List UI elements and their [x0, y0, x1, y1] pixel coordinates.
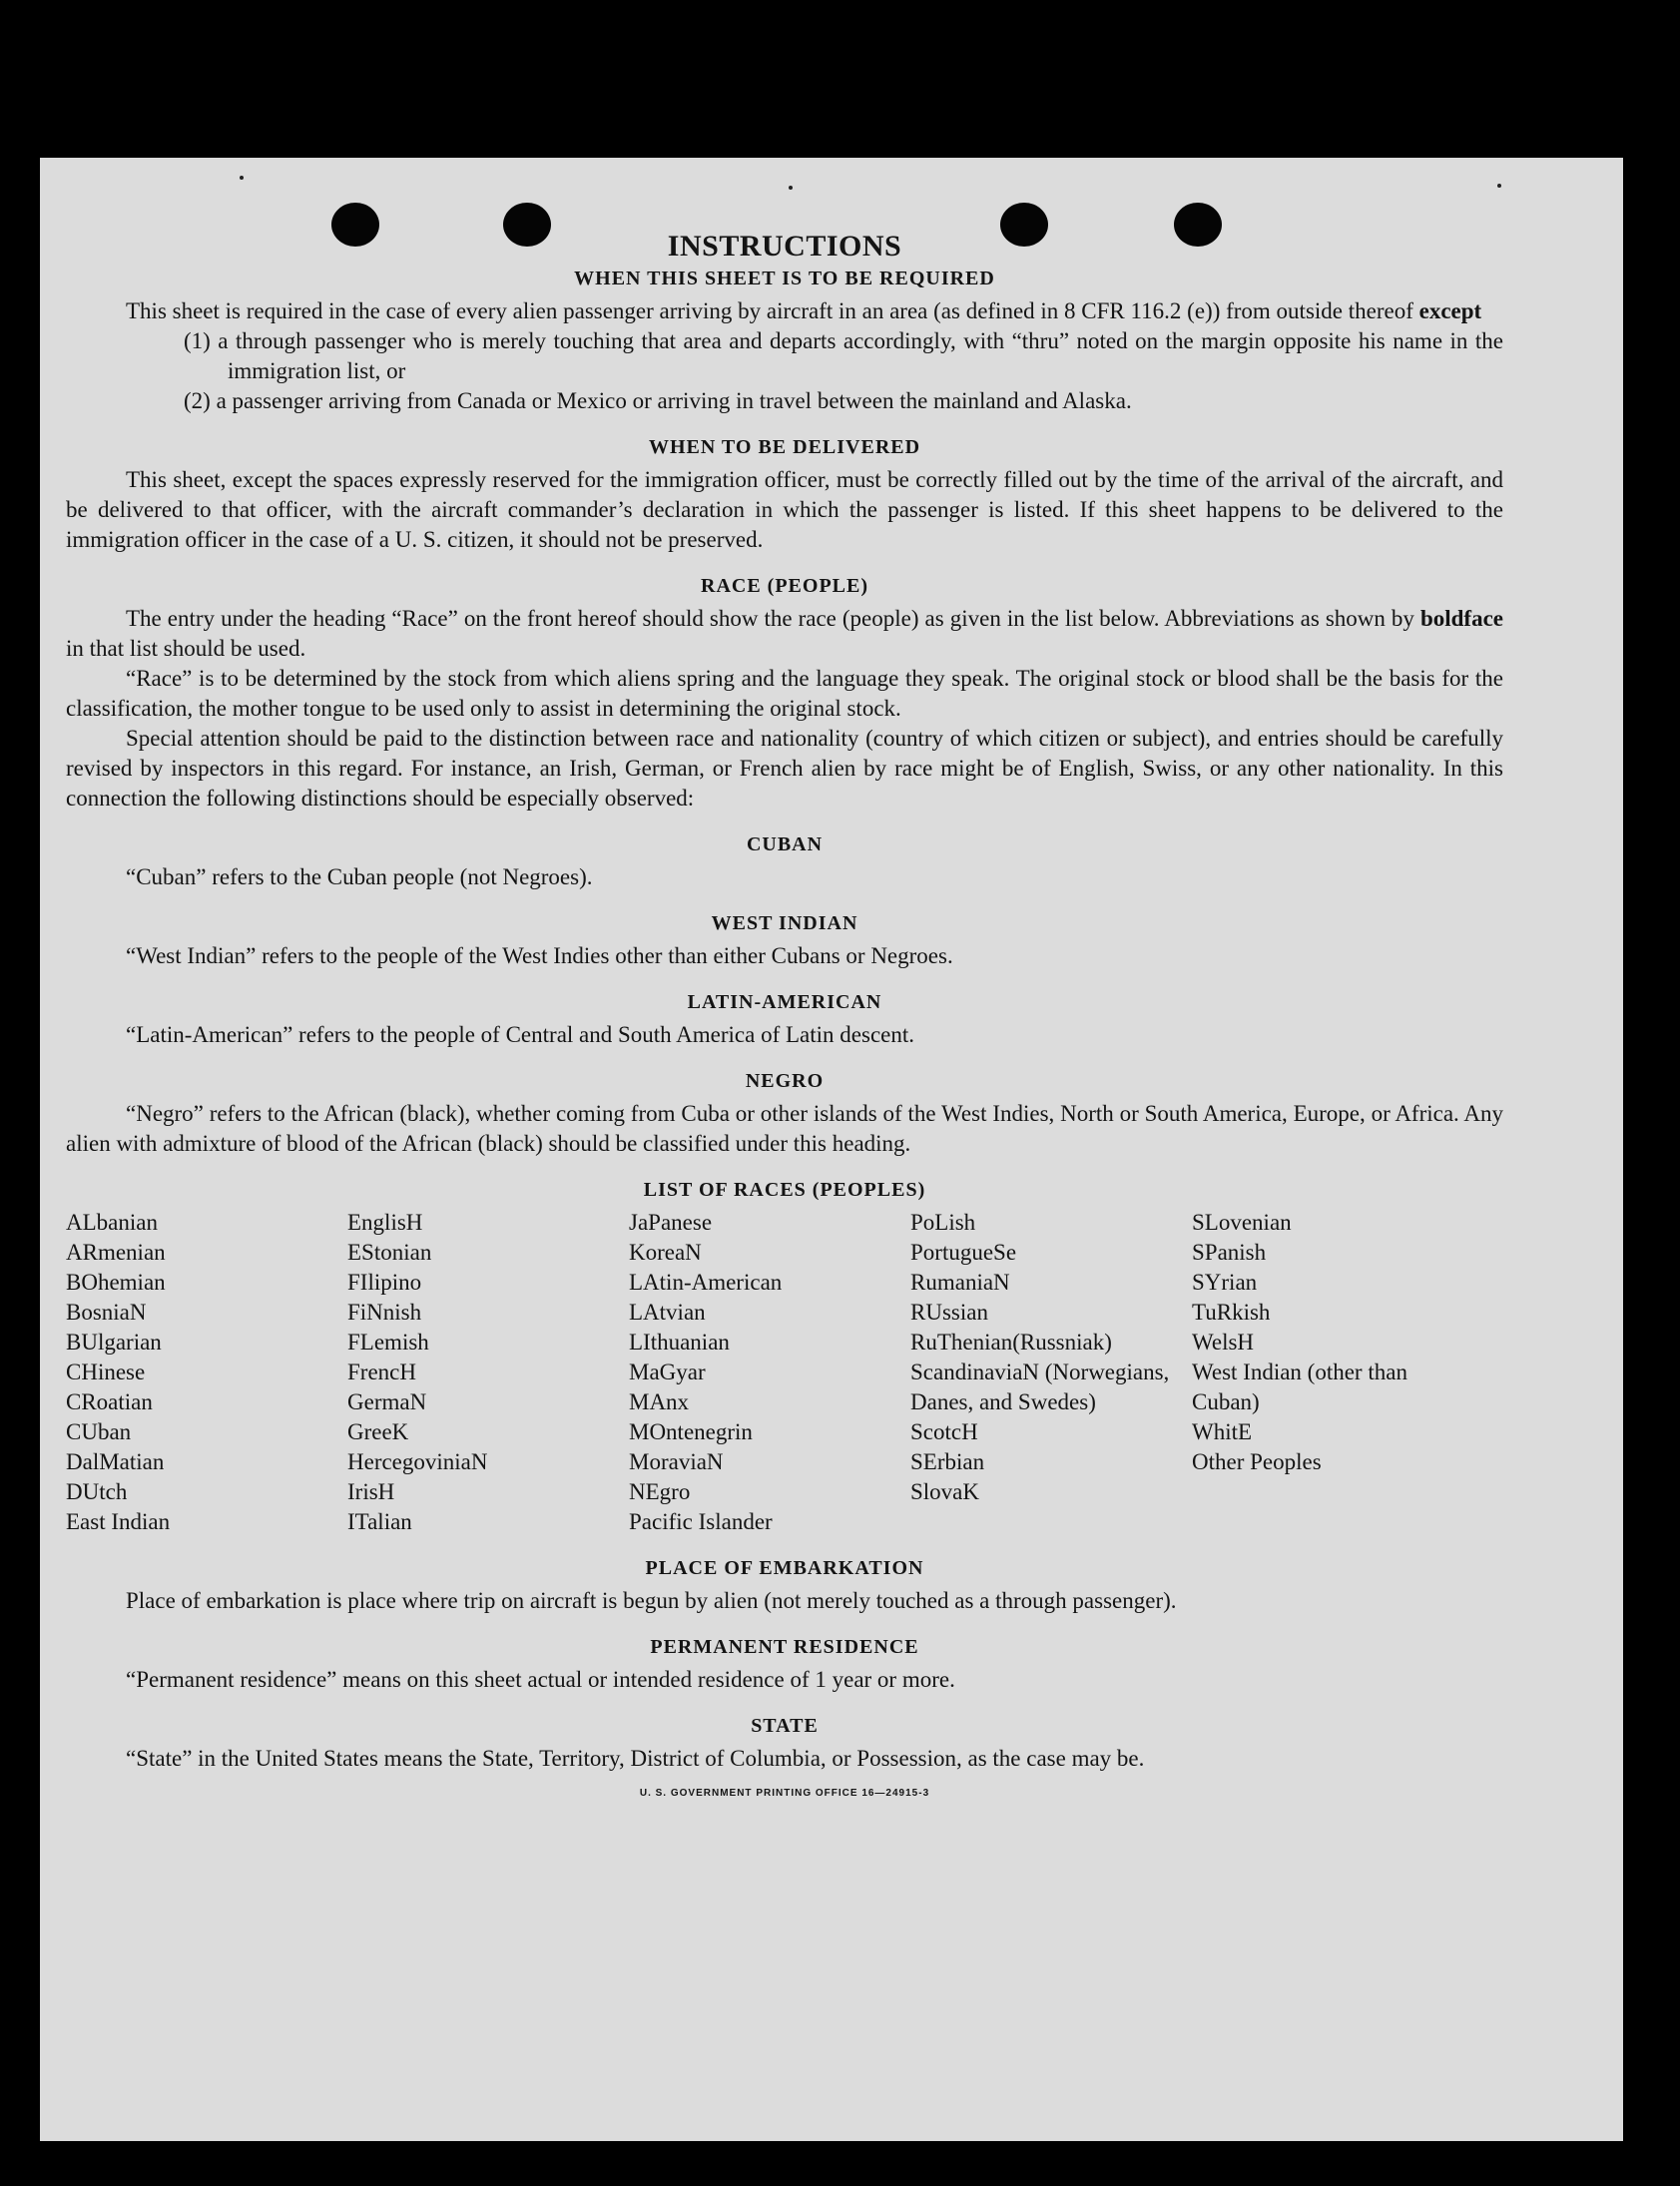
- section-heading-state: STATE: [751, 1715, 819, 1737]
- speck: [789, 186, 793, 190]
- residence-text: “Permanent residence” means on this sheet actual or intended residence of 1 year or more.: [126, 1667, 955, 1692]
- cuban-text: “Cuban” refers to the Cuban people (not Negroes).: [126, 864, 593, 889]
- section-heading-latin-american: LATIN-AMERICAN: [687, 991, 882, 1013]
- negro-text: “Negro” refers to the African (black), whether coming from Cuba or other islands of the West Indies, North or South America, Europe, or Africa. Any alien with admixture of blood of the African (black) should be classified under this heading.: [66, 1101, 1503, 1156]
- race-column: EnglisH EStonian FIlipino FiNnish FLemish FrencH GermaN GreeK HercegoviniaN IrisH ITalian: [347, 1210, 488, 1534]
- required-item-1: (1) a through passenger who is merely touching that area and departs accordingly, with “thru” noted on the margin opposite his name in the immigration list, or: [184, 328, 1503, 383]
- section-heading-residence: PERMANENT RESIDENCE: [650, 1636, 919, 1658]
- section-heading-cuban: CUBAN: [746, 833, 824, 855]
- instructions-body: [66, 230, 1503, 1799]
- embarkation-text: Place of embarkation is place where trip on aircraft is begun by alien (not merely touched as a through passenger).: [126, 1588, 1177, 1613]
- speck: [1497, 184, 1501, 188]
- race-column: JaPanese KoreaN LAtin-American LAtvian LIthuanian MaGyar MAnx MOntenegrin MoraviaN NEgro Pacific Islander: [629, 1210, 783, 1534]
- latin-american-text: “Latin-American” refers to the people of Central and South America of Latin descent.: [126, 1022, 914, 1047]
- section-heading-west-indian: WEST INDIAN: [711, 912, 858, 934]
- required-item-2: (2) a passenger arriving from Canada or Mexico or arriving in travel between the mainland and Alaska.: [184, 388, 1132, 413]
- speck: [240, 176, 244, 180]
- section-heading-list: LIST OF RACES (PEOPLES): [643, 1179, 926, 1201]
- page-title: INSTRUCTIONS: [667, 230, 902, 263]
- printer-imprint: U. S. GOVERNMENT PRINTING OFFICE 16—24915-3: [639, 1788, 930, 1799]
- state-text: “State” in the United States means the State, Territory, District of Columbia, or Possession, as the case may be.: [126, 1746, 1145, 1771]
- west-indian-text: “West Indian” refers to the people of the West Indies other than either Cubans or Negroes.: [126, 943, 953, 968]
- required-intro: This sheet is required in the case of every alien passenger arriving by aircraft in an area (as defined in 8 CFR 116.2 (e)) from outside thereof except: [126, 298, 1482, 323]
- race-column: ALbanian ARmenian BOhemian BosniaN BUlgarian CHinese CRoatian CUban DalMatian DUtch East Indian: [66, 1210, 171, 1534]
- section-heading-embarkation: PLACE OF EMBARKATION: [645, 1557, 924, 1579]
- section-heading-required: WHEN THIS SHEET IS TO BE REQUIRED: [574, 268, 995, 289]
- race-paragraph-1: The entry under the heading “Race” on the front hereof should show the race (people) as given in the list below. Abbreviations as shown by boldface in that list should be used.: [66, 606, 1503, 661]
- section-heading-race: RACE (PEOPLE): [701, 575, 868, 597]
- race-paragraph-3: Special attention should be paid to the distinction between race and nationality (country of which citizen or subject), and entries should be carefully revised by inspectors in this regard. For instance, an Irish, German, or French alien by race might be of English, Swiss, or any other nationality. In this connection the following distinctions should be especially observed:: [66, 726, 1503, 811]
- section-heading-negro: NEGRO: [745, 1070, 825, 1092]
- document-sheet: [40, 158, 1623, 2141]
- race-paragraph-2: “Race” is to be determined by the stock from which aliens spring and the language they speak. The original stock or blood shall be the basis for the classification, the mother tongue to be used only to assist in determining the original stock.: [66, 666, 1503, 721]
- section-heading-delivered: WHEN TO BE DELIVERED: [648, 436, 921, 458]
- delivered-text: This sheet, except the spaces expressly reserved for the immigration officer, must be correctly filled out by the time of the arrival of the aircraft, and be delivered to that officer, with the aircraft commander’s declaration in which the passenger is listed. If this sheet happens to be delivered to the immigration officer in the case of a U. S. citizen, it should not be preserved.: [66, 467, 1503, 552]
- race-list: [66, 1208, 1503, 1537]
- race-column: SLovenian SPanish SYrian TuRkish WelsH West Indian (other than Cuban) WhitE Other Peoples: [1192, 1210, 1407, 1474]
- race-column: PoLish PortugueSe RumaniaN RUssian RuThenian(Russniak) ScandinaviaN (Norwegians, Danes, and Swedes) ScotcH SErbian SlovaK: [910, 1210, 1170, 1504]
